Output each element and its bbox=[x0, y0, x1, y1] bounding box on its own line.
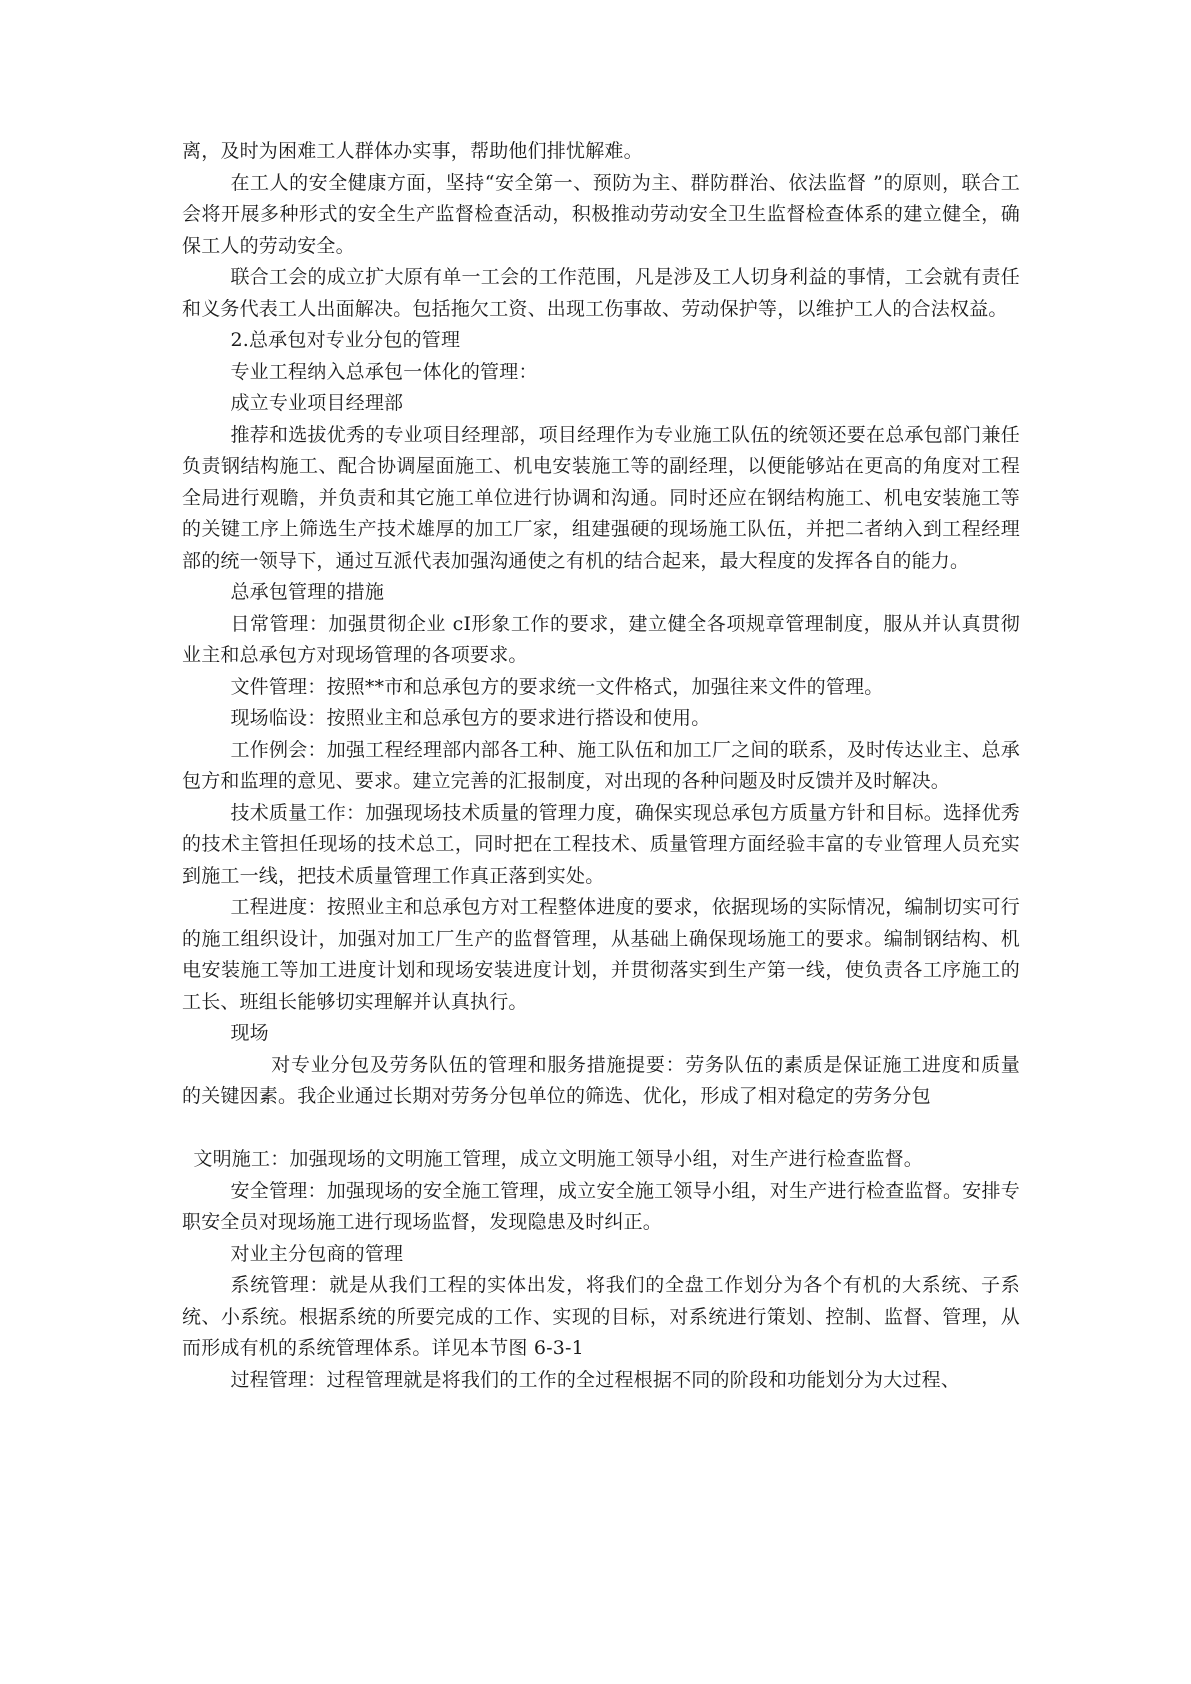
paragraph-civilized-construction: 文明施工：加强现场的文明施工管理，成立文明施工领导小组，对生产进行检查监督。 bbox=[193, 1148, 923, 1170]
subheading-site: 现场 bbox=[230, 1022, 269, 1044]
paragraph-labor-teams: 对专业分包及劳务队伍的管理和服务措施提要：劳务队伍的素质是保证施工进度和质量的关键因素。我企业通过长期对劳务分包单位的筛选、优化，形成了相对稳定的劳务分包 bbox=[182, 1053, 1020, 1107]
paragraph-continuation: 离，及时为困难工人群体办实事，帮助他们排忧解难。 bbox=[182, 140, 643, 162]
paragraph-process-management: 过程管理：过程管理就是将我们的工作的全过程根据不同的阶段和功能划分为大过程、 bbox=[230, 1368, 961, 1391]
subheading-owner-subcontractors: 对业主分包商的管理 bbox=[230, 1242, 404, 1265]
paragraph-schedule: 工程进度：按照业主和总承包方对工程整体进度的要求，依据现场的实际情况，编制切实可行的施工组织设计，加强对加工厂生产的监督管理，从基础上确保现场施工的要求。编制钢结构、机电安装施工等加工进度计划和现场安装进度计划，并贯彻落实到生产第一线，使负责各工序施工的工长、班组长能够切实理解并认真执行。 bbox=[182, 896, 1020, 1013]
paragraph-temporary-facilities: 现场临设：按照业主和总承包方的要求进行搭设和使用。 bbox=[230, 707, 711, 729]
document-body bbox=[182, 136, 1020, 1396]
paragraph-system-management: 系统管理：就是从我们工程的实体出发，将我们的全盘工作划分为各个有机的大系统、子系统、小系统。根据系统的所要完成的工作、实现的目标，对系统进行策划、控制、监督、管理，从而形成有机的系统管理体系。详见本节图 6-3-1 bbox=[182, 1274, 1020, 1359]
section-heading-subcontract-management: 2.总承包对专业分包的管理 bbox=[230, 329, 461, 351]
subheading-management-measures: 总承包管理的措施 bbox=[230, 581, 385, 603]
paragraph-project-manager: 推荐和选拔优秀的专业项目经理部，项目经理作为专业施工队伍的统领还要在总承包部门兼任负责钢结构施工、配合协调屋面施工、机电安装施工等的副经理，以便能够站在更高的角度对工程全局进行观瞻，并负责和其它施工单位进行协调和沟通。同时还应在钢结构施工、机电安装施工等的关键工序上筛选生产技术雄厚的加工厂家，组建强硬的现场施工队伍，并把二者纳入到工程经理部的统一领导下，通过互派代表加强沟通使之有机的结合起来，最大程度的发挥各自的能力。 bbox=[182, 423, 1020, 572]
paragraph-document-management: 文件管理：按照**市和总承包方的要求统一文件格式，加强往来文件的管理。 bbox=[230, 675, 884, 698]
subheading-project-department: 成立专业项目经理部 bbox=[230, 392, 404, 414]
paragraph-technical-quality: 技术质量工作：加强现场技术质量的管理力度，确保实现总承包方质量方针和目标。选择优秀的技术主管担任现场的技术总工，同时把在工程技术、质量管理方面经验丰富的专业管理人员充实到施工一线，把技术质量管理工作真正落到实处。 bbox=[182, 801, 1020, 887]
paragraph-work-meetings: 工作例会：加强工程经理部内部各工种、施工队伍和加工厂之间的联系，及时传达业主、总承包方和监理的意见、要求。建立完善的汇报制度，对出现的各种问题及时反馈并及时解决。 bbox=[182, 738, 1020, 792]
paragraph-safety-management: 安全管理：加强现场的安全施工管理，成立安全施工领导小组，对生产进行检查监督。安排专职安全员对现场施工进行现场监督，发现隐患及时纠正。 bbox=[182, 1179, 1020, 1233]
paragraph-union-scope: 联合工会的成立扩大原有单一工会的工作范围，凡是涉及工人切身利益的事情，工会就有责任和义务代表工人出面解决。包括拖欠工资、出现工伤事故、劳动保护等，以维护工人的合法权益。 bbox=[182, 266, 1020, 320]
paragraph-worker-safety: 在工人的安全健康方面，坚持“安全第一、预防为主、群防群治、依法监督 ”的原则，联合工会将开展多种形式的安全生产监督检查活动，积极推动劳动安全卫生监督检查体系的建立健全，确保工人的劳动安全。 bbox=[182, 171, 1020, 257]
subheading-integrated-management: 专业工程纳入总承包一体化的管理： bbox=[230, 360, 538, 383]
paragraph-daily-management: 日常管理：加强贯彻企业 cI形象工作的要求，建立健全各项规章管理制度，服从并认真贯彻业主和总承包方对现场管理的各项要求。 bbox=[182, 612, 1020, 666]
